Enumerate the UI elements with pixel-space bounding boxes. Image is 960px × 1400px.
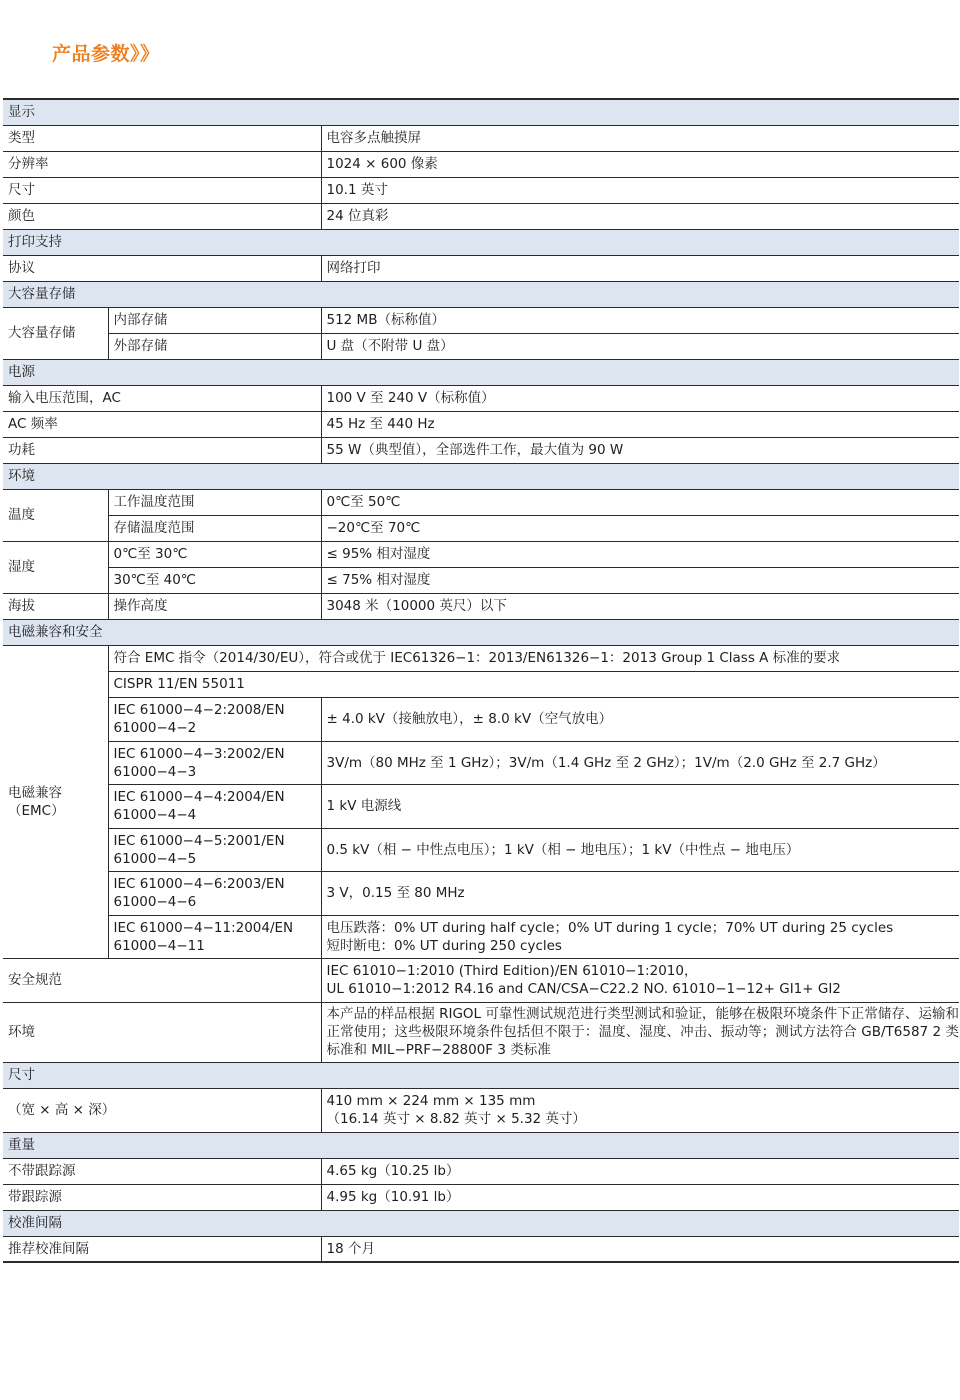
section-emc — [3, 619, 959, 645]
table-row — [3, 489, 959, 515]
table-row — [3, 151, 959, 177]
spec-value: 0℃至 50℃ — [321, 489, 959, 515]
spec-label: 颜色 — [3, 203, 321, 229]
section-storage — [3, 281, 959, 307]
spec-value: 24 位真彩 — [321, 203, 959, 229]
spec-value: U 盘（不附带 U 盘） — [321, 333, 959, 359]
table-row — [3, 741, 959, 784]
section-title: 校准间隔 — [3, 1210, 959, 1236]
section-title: 电磁兼容和安全 — [3, 619, 959, 645]
emc-label-line: 电磁兼容 — [8, 784, 62, 801]
spec-value: 1024 × 600 像素 — [321, 151, 959, 177]
spec-label: AC 频率 — [3, 411, 321, 437]
section-title: 尺寸 — [3, 1062, 959, 1088]
table-row — [3, 958, 959, 1002]
std-line: 61000−4−11 — [113, 937, 205, 954]
std-line: 61000−4−2 — [113, 720, 197, 736]
spec-value: −20℃至 70℃ — [321, 515, 959, 541]
spec-label: 协议 — [3, 255, 321, 281]
spec-value: 网络打印 — [321, 255, 959, 281]
table-row — [3, 828, 959, 871]
spec-value: 45 Hz 至 440 Hz — [321, 411, 959, 437]
table-row — [3, 1184, 959, 1210]
spec-label: 环境 — [3, 1002, 321, 1062]
spec-value: 3048 米（10000 英尺）以下 — [321, 593, 959, 619]
section-dimensions — [3, 1062, 959, 1088]
spec-value: 符合 EMC 指令（2014/30/EU），符合或优于 IEC61326−1：2013/EN61326−1：2013 Group 1 Class A 标准的要求 — [108, 645, 959, 671]
spec-label: 不带跟踪源 — [3, 1158, 321, 1184]
value-line: UL 61010−1:2012 R4.16 and CAN/CSA−C22.2 NO. 61010−1−12+ GI1+ GI2 — [326, 981, 841, 997]
spec-sublabel — [108, 915, 321, 958]
std-line: IEC 61000−4−2:2008/EN — [113, 702, 285, 718]
section-weight — [3, 1132, 959, 1158]
spec-label: 类型 — [3, 125, 321, 151]
table-row — [3, 255, 959, 281]
spec-value: 电容多点触摸屏 — [321, 125, 959, 151]
table-row — [3, 1158, 959, 1184]
spec-label: 海拔 — [3, 593, 108, 619]
spec-label: 安全规范 — [3, 958, 321, 1002]
section-power — [3, 359, 959, 385]
section-environment — [3, 463, 959, 489]
spec-value: 4.65 kg（10.25 lb） — [321, 1158, 959, 1184]
section-title: 重量 — [3, 1132, 959, 1158]
spec-label: 功耗 — [3, 437, 321, 463]
section-title: 打印支持 — [3, 229, 959, 255]
spec-sublabel: 30℃至 40℃ — [108, 567, 321, 593]
table-row — [3, 671, 959, 697]
spec-value: CISPR 11/EN 55011 — [108, 671, 959, 697]
value-line: （16.14 英寸 × 8.82 英寸 × 5.32 英寸） — [326, 1111, 586, 1127]
table-row — [3, 697, 959, 741]
spec-value: 512 MB（标称值） — [321, 307, 959, 333]
table-row — [3, 177, 959, 203]
section-print — [3, 229, 959, 255]
spec-value — [321, 1088, 959, 1132]
spec-group-label — [3, 645, 108, 958]
std-line: IEC 61000−4−3:2002/EN — [113, 745, 285, 762]
spec-value: 55 W（典型值），全部选件工作，最大值为 90 W — [321, 437, 959, 463]
spec-label: 分辨率 — [3, 151, 321, 177]
spec-sublabel: 工作温度范围 — [108, 489, 321, 515]
spec-value — [321, 958, 959, 1002]
value-line: IEC 61010−1:2010 (Third Edition)/EN 61010−1:2010， — [326, 963, 698, 979]
spec-sublabel: 操作高度 — [108, 593, 321, 619]
section-calibration — [3, 1210, 959, 1236]
spec-value: ± 4.0 kV（接触放电），± 8.0 kV（空气放电） — [321, 697, 959, 741]
spec-group-label: 湿度 — [3, 541, 108, 593]
std-line: 61000−4−6 — [113, 894, 197, 910]
spec-value: 3 V，0.15 至 80 MHz — [321, 871, 959, 915]
std-line: IEC 61000−4−4:2004/EN — [113, 789, 285, 805]
spec-sublabel — [108, 697, 321, 741]
table-row — [3, 1088, 959, 1132]
emc-label-line: （EMC） — [8, 802, 65, 819]
spec-sublabel: 外部存储 — [108, 333, 321, 359]
spec-value: 18 个月 — [321, 1236, 959, 1262]
table-row — [3, 437, 959, 463]
spec-value: 1 kV 电源线 — [321, 784, 959, 828]
spec-value: 4.95 kg（10.91 lb） — [321, 1184, 959, 1210]
spec-sublabel: 内部存储 — [108, 307, 321, 333]
section-title: 大容量存储 — [3, 281, 959, 307]
table-row — [3, 541, 959, 567]
spec-sublabel: 存储温度范围 — [108, 515, 321, 541]
spec-value: 3V/m（80 MHz 至 1 GHz）；3V/m（1.4 GHz 至 2 GHz）；1V/m（2.0 GHz 至 2.7 GHz） — [321, 741, 959, 784]
spec-label: （宽 × 高 × 深） — [3, 1088, 321, 1132]
section-title: 电源 — [3, 359, 959, 385]
spec-sublabel — [108, 784, 321, 828]
std-line: IEC 61000−4−11:2004/EN — [113, 919, 294, 936]
section-display — [3, 99, 959, 125]
table-row — [3, 411, 959, 437]
spec-value: ≤ 75% 相对湿度 — [321, 567, 959, 593]
spec-value: 0.5 kV（相 − 中性点电压）；1 kV（相 − 地电压）；1 kV（中性点 − 地电压） — [321, 828, 959, 871]
value-line: 电压跌落：0% UT during half cycle；0% UT during 1 cycle；70% UT during 25 cycles — [326, 919, 894, 936]
table-row — [3, 915, 959, 958]
spec-label: 输入电压范围，AC — [3, 385, 321, 411]
spec-group-label: 大容量存储 — [3, 307, 108, 359]
spec-sublabel: 0℃至 30℃ — [108, 541, 321, 567]
spec-sublabel — [108, 741, 321, 784]
table-row — [3, 203, 959, 229]
std-line: 61000−4−4 — [113, 807, 197, 823]
spec-value: 10.1 英寸 — [321, 177, 959, 203]
page-title: 产品参数》》 — [52, 43, 160, 65]
section-title: 环境 — [3, 463, 959, 489]
table-row — [3, 1002, 959, 1062]
table-row — [3, 333, 959, 359]
table-row — [3, 125, 959, 151]
spec-value: 本产品的样品根据 RIGOL 可靠性测试规范进行类型测试和验证，能够在极限环境条件下正常储存、运输和正常使用；这些极限环境条件包括但不限于：温度、湿度、冲击、振动等；测试方法符合 GB/T6587 2 类标准和 MIL−PRF−28800F 3 类标准 — [321, 1002, 959, 1062]
table-row — [3, 871, 959, 915]
table-row — [3, 1236, 959, 1262]
spec-group-label: 温度 — [3, 489, 108, 541]
table-row — [3, 784, 959, 828]
table-row — [3, 645, 959, 671]
spec-label: 尺寸 — [3, 177, 321, 203]
section-title: 显示 — [3, 99, 959, 125]
spec-table — [3, 98, 959, 1263]
table-row — [3, 385, 959, 411]
std-line: 61000−4−3 — [113, 763, 197, 780]
spec-sublabel — [108, 871, 321, 915]
table-row — [3, 515, 959, 541]
value-line: 短时断电：0% UT during 250 cycles — [326, 937, 562, 954]
std-line: 61000−4−5 — [113, 850, 197, 867]
spec-label: 带跟踪源 — [3, 1184, 321, 1210]
spec-value: 100 V 至 240 V（标称值） — [321, 385, 959, 411]
std-line: IEC 61000−4−5:2001/EN — [113, 832, 285, 849]
spec-value: ≤ 95% 相对湿度 — [321, 541, 959, 567]
table-row — [3, 567, 959, 593]
spec-label: 推荐校准间隔 — [3, 1236, 321, 1262]
value-line: 410 mm × 224 mm × 135 mm — [326, 1093, 536, 1109]
spec-value — [321, 915, 959, 958]
std-line: IEC 61000−4−6:2003/EN — [113, 876, 285, 892]
table-row — [3, 593, 959, 619]
table-row — [3, 307, 959, 333]
spec-sublabel — [108, 828, 321, 871]
